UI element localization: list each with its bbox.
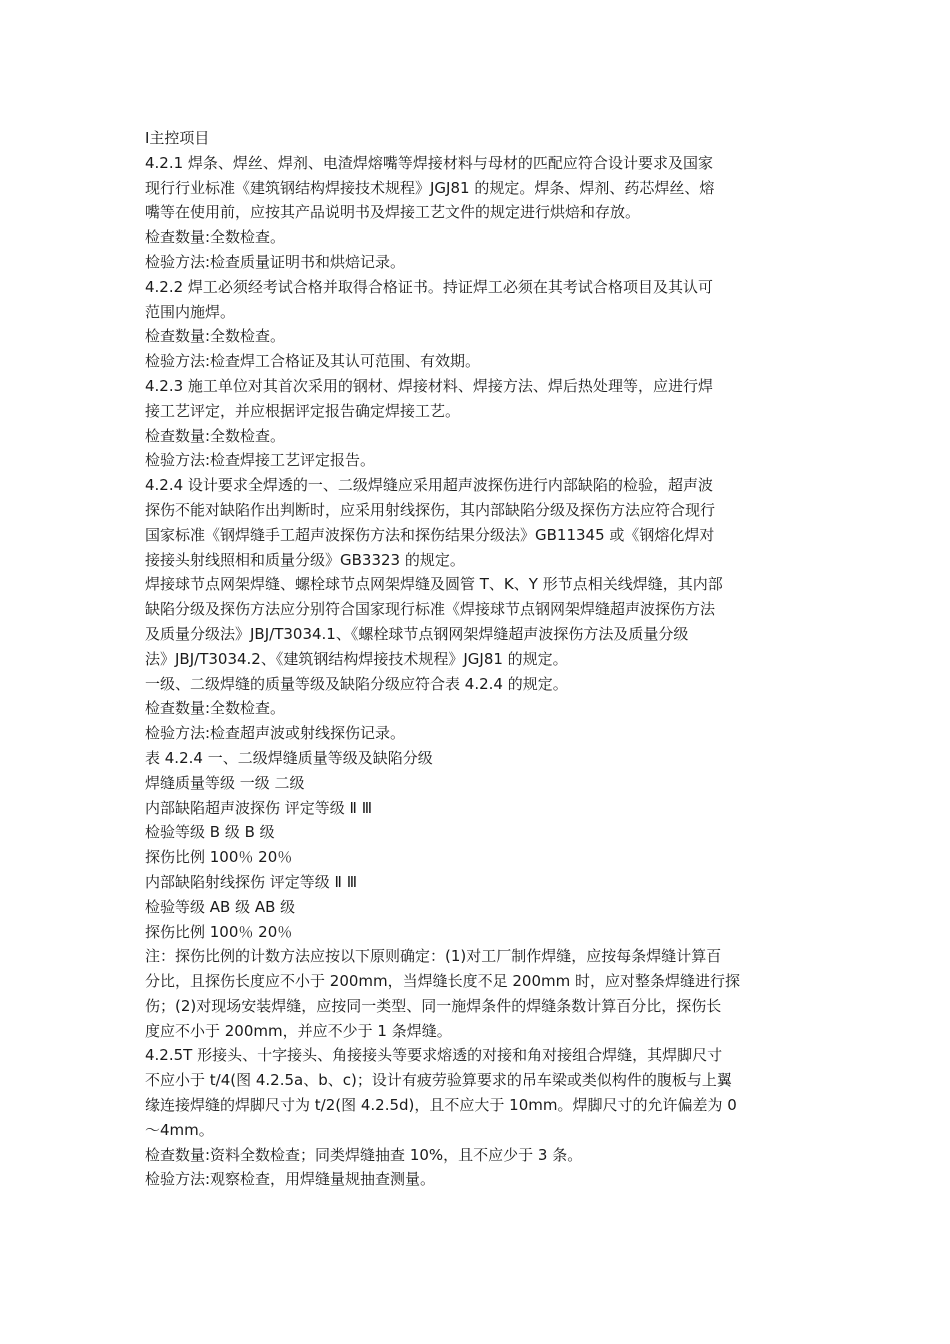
table-note-line-2: 分比，且探伤长度应不小于 200mm，当焊缝长度不足 200mm 时，应对整条焊缝进行探 [145, 972, 741, 991]
clause-4-2-4-line-3: 国家标准《钢焊缝手工超声波探伤方法和探伤结果分级法》GB11345 或《钢熔化焊对 [145, 525, 715, 544]
document-body [145, 126, 810, 1192]
section-heading: Ⅰ主控项目 [145, 129, 210, 147]
clause-4-2-2-line-2: 范围内施焊。 [145, 302, 236, 321]
table-row: 检验等级 AB 级 AB 级 [145, 897, 296, 916]
inspection-method: 检验方法:检查焊工合格证及其认可范围、有效期。 [145, 352, 481, 371]
clause-4-2-5-line-2: 不应小于 t/4(图 4.2.5a、b、c)；设计有疲劳验算要求的吊车梁或类似构件的腹板与上翼 [145, 1071, 732, 1090]
joint-weld-paragraph-line-1: 焊接球节点网架焊缝、螺栓球节点网架焊缝及圆管 T、K、Y 形节点相关线焊缝，其内部 [145, 575, 723, 594]
table-row: 焊缝质量等级 一级 二级 [145, 773, 305, 792]
joint-weld-paragraph-line-2: 缺陷分级及探伤方法应分别符合国家现行标准《焊接球节点钢网架焊缝超声波探伤方法 [145, 600, 716, 619]
table-note-line-3: 伤；(2)对现场安装焊缝，应按同一类型、同一施焊条件的焊缝条数计算百分比，探伤长 [145, 996, 722, 1015]
clause-4-2-1-line-2: 现行行业标准《建筑钢结构焊接技术规程》JGJ81 的规定。焊条、焊剂、药芯焊丝、熔 [145, 178, 715, 197]
inspection-quantity: 检查数量:全数检查。 [145, 699, 286, 718]
clause-4-2-1-line-1: 4.2.1 焊条、焊丝、焊剂、电渣焊熔嘴等焊接材料与母材的匹配应符合设计要求及国家 [145, 153, 713, 172]
clause-4-2-3-line-1: 4.2.3 施工单位对其首次采用的钢材、焊接材料、焊接方法、焊后热处理等，应进行焊 [145, 376, 713, 395]
table-row: 探伤比例 100％ 20％ [145, 848, 293, 867]
inspection-method: 检验方法:检查超声波或射线探伤记录。 [145, 724, 406, 743]
inspection-method: 检验方法:检查质量证明书和烘焙记录。 [145, 252, 406, 271]
clause-4-2-2-line-1: 4.2.2 焊工必须经考试合格并取得合格证书。持证焊工必须在其考试合格项目及其认可 [145, 277, 713, 296]
clause-4-2-4-line-4: 接接头射线照相和质量分级》GB3323 的规定。 [145, 550, 465, 569]
table-note-line-1: 注：探伤比例的计数方法应按以下原则确定：(1)对工厂制作焊缝，应按每条焊缝计算百 [145, 947, 722, 966]
inspection-quantity: 检查数量:资料全数检查；同类焊缝抽查 10%，且不应少于 3 条。 [145, 1145, 583, 1164]
inspection-method: 检验方法:检查焊接工艺评定报告。 [145, 451, 376, 470]
table-row: 内部缺陷射线探伤 评定等级 Ⅱ Ⅲ [145, 872, 358, 891]
quality-grade-reference: 一级、二级焊缝的质量等级及缺陷分级应符合表 4.2.4 的规定。 [145, 674, 568, 693]
inspection-quantity: 检查数量:全数检查。 [145, 426, 286, 445]
clause-4-2-5-line-1: 4.2.5T 形接头、十字接头、角接接头等要求熔透的对接和角对接组合焊缝，其焊脚尺寸 [145, 1046, 723, 1065]
inspection-method: 检验方法:观察检查，用焊缝量规抽查测量。 [145, 1170, 436, 1189]
inspection-quantity: 检查数量:全数检查。 [145, 228, 286, 247]
clause-4-2-4-line-2: 探伤不能对缺陷作出判断时，应采用射线探伤，其内部缺陷分级及探伤方法应符合现行 [145, 500, 716, 519]
clause-4-2-1-line-3: 嘴等在使用前，应按其产品说明书及焊接工艺文件的规定进行烘焙和存放。 [145, 203, 641, 222]
table-note-line-4: 度应不小于 200mm，并应不少于 1 条焊缝。 [145, 1021, 452, 1040]
table-row: 探伤比例 100％ 20％ [145, 922, 293, 941]
joint-weld-paragraph-line-4: 法》JBJ/T3034.2、《建筑钢结构焊接技术规程》JGJ81 的规定。 [145, 649, 568, 668]
clause-4-2-5-line-4: ～4mm。 [145, 1120, 214, 1139]
table-row: 内部缺陷超声波探伤 评定等级 Ⅱ Ⅲ [145, 798, 373, 817]
joint-weld-paragraph-line-3: 及质量分级法》JBJ/T3034.1、《螺栓球节点钢网架焊缝超声波探伤方法及质量分级 [145, 624, 689, 643]
clause-4-2-3-line-2: 接工艺评定，并应根据评定报告确定焊接工艺。 [145, 401, 461, 420]
table-row: 检验等级 B 级 B 级 [145, 823, 275, 842]
inspection-quantity: 检查数量:全数检查。 [145, 327, 286, 346]
table-caption: 表 4.2.4 一、二级焊缝质量等级及缺陷分级 [145, 748, 433, 767]
clause-4-2-5-line-3: 缘连接焊缝的焊脚尺寸为 t/2(图 4.2.5d)，且不应大于 10mm。焊脚尺寸的允许偏差为 0 [145, 1096, 737, 1115]
clause-4-2-4-line-1: 4.2.4 设计要求全焊透的一、二级焊缝应采用超声波探伤进行内部缺陷的检验，超声波 [145, 476, 713, 495]
